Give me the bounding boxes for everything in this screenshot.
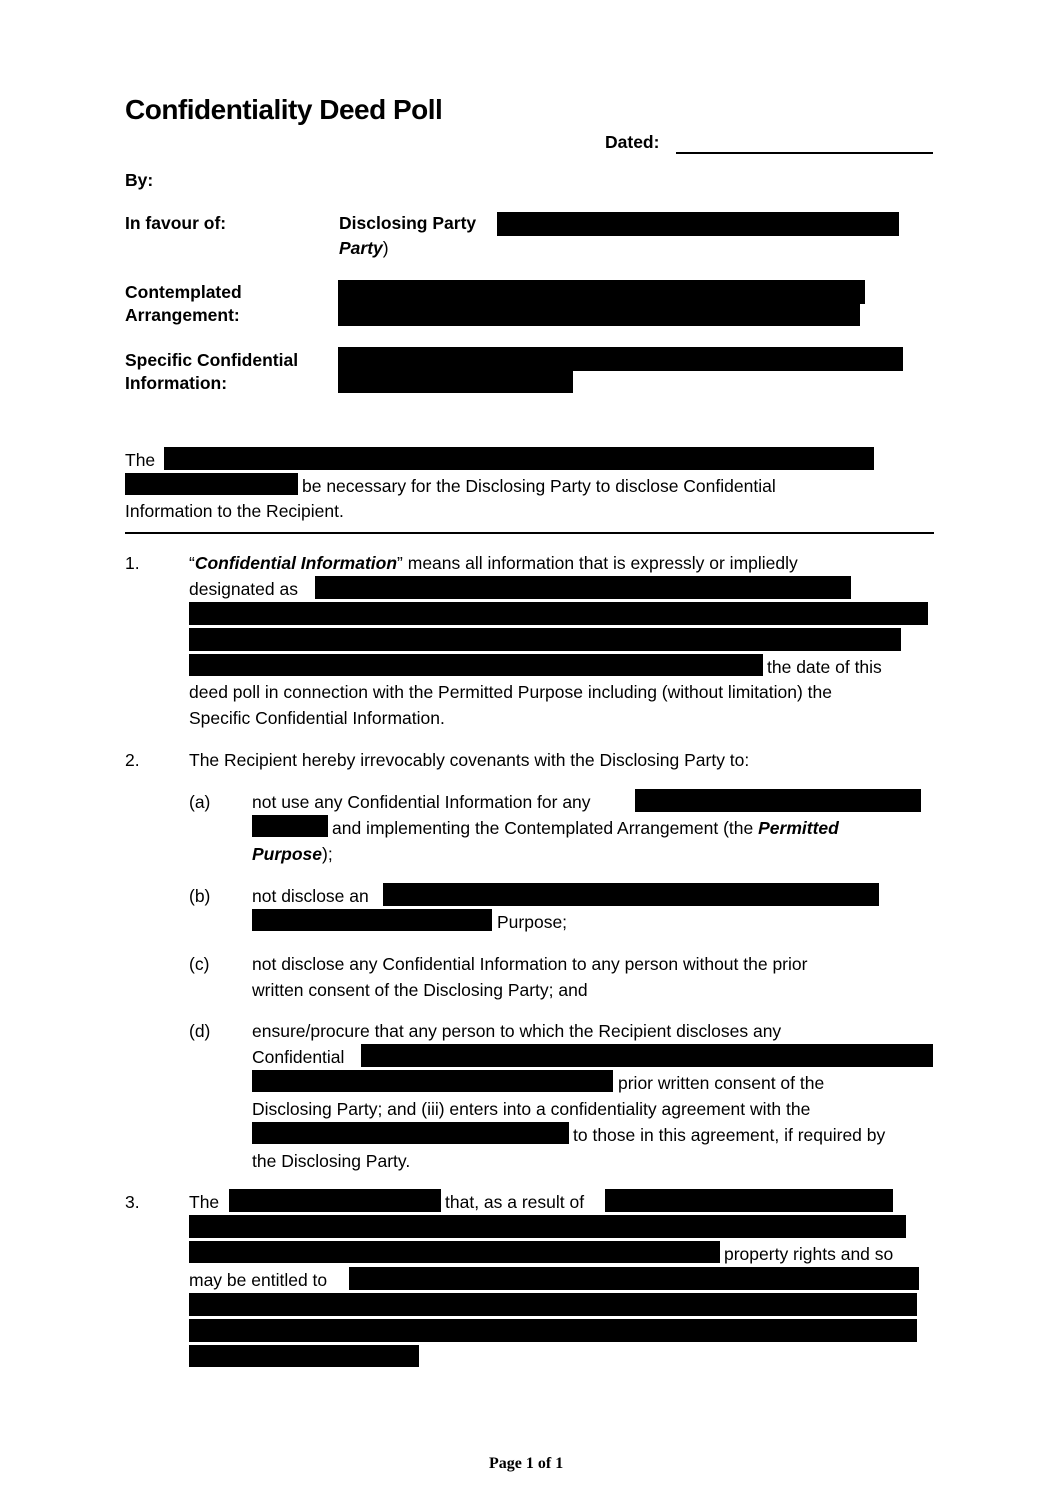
item-a-line-3: [252, 844, 333, 865]
item-d-line-3: prior written consent of the: [618, 1073, 825, 1093]
contemplated-label-1: Contemplated: [125, 282, 242, 302]
item-b-label: (b): [189, 886, 211, 906]
recital-line-3: Information to the Recipient.: [125, 501, 344, 521]
redaction-block: [383, 883, 879, 906]
recital-line-2: be necessary for the Disclosing Party to disclose Confidential: [302, 476, 776, 496]
clause-2-number: 2.: [125, 750, 140, 770]
redaction-block: [349, 1267, 919, 1290]
clause-1-line-5: the date of this: [767, 657, 882, 677]
redaction-block: [497, 212, 899, 236]
open-quote: “: [189, 553, 195, 573]
clause-1-line-2: designated as: [189, 579, 298, 599]
specific-label-1: Specific Confidential: [125, 350, 299, 370]
specific-label-2: Information:: [125, 373, 228, 393]
clause-3-mid: that, as a result of: [445, 1192, 585, 1212]
item-b-line-2: Purpose;: [497, 912, 568, 932]
redaction-block: [338, 303, 860, 326]
recital-the: The: [125, 450, 156, 470]
redaction-block: [635, 789, 921, 812]
redaction-block: [189, 602, 928, 625]
clause-2-text: The Recipient hereby irrevocably covenants with the Disclosing Party to:: [189, 750, 750, 770]
redaction-block: [189, 1319, 917, 1342]
item-a-label: (a): [189, 792, 211, 812]
section-divider: [125, 532, 934, 534]
redaction-block: [338, 347, 903, 371]
redaction-block: [338, 370, 573, 393]
redaction-block: [605, 1189, 893, 1212]
redaction-block: [338, 280, 865, 304]
item-c-line-2: written consent of the Disclosing Party; and: [252, 980, 588, 1000]
in-favour-label: In favour of:: [125, 213, 227, 233]
item-d-line-6: the Disclosing Party.: [252, 1151, 411, 1171]
clause-1-line-1-rest: ” means all information that is expressly or impliedly: [397, 553, 798, 573]
redaction-block: [315, 576, 851, 599]
disclosing-party-text: Disclosing Party: [339, 213, 477, 233]
defined-term: Confidential Information: [194, 553, 398, 573]
clause-3-line-4: may be entitled to: [189, 1270, 328, 1290]
clause-3-the: The: [189, 1192, 220, 1212]
by-label: By:: [125, 170, 154, 190]
party-paren: ): [382, 238, 389, 258]
clause-1-line-6: deed poll in connection with the Permitted Purpose including (without limitation) the: [189, 682, 832, 702]
permitted-term: Permitted: [758, 818, 839, 838]
document-title: Confidentiality Deed Poll: [125, 94, 443, 125]
clause-3-line-3: property rights and so: [724, 1244, 894, 1264]
contemplated-label-2: Arrangement:: [125, 305, 240, 325]
redaction-block: [252, 815, 328, 837]
redaction-block: [252, 909, 492, 931]
redaction-block: [252, 1070, 613, 1092]
item-a-line-3-end: );: [322, 844, 333, 864]
redaction-block: [189, 654, 763, 676]
page-number: Page 1 of 1: [489, 1455, 564, 1472]
redaction-block: [252, 1122, 569, 1144]
redaction-block: [125, 473, 298, 495]
item-d-line-1: ensure/procure that any person to which the Recipient discloses any: [252, 1021, 782, 1041]
party-line: [339, 238, 389, 259]
redaction-block: [189, 1241, 720, 1263]
purpose-term: Purpose: [252, 844, 323, 864]
redaction-block: [229, 1189, 441, 1212]
clause-1-line-7: Specific Confidential Information.: [189, 708, 445, 728]
redaction-block: [361, 1044, 933, 1067]
dated-label: Dated:: [605, 132, 660, 152]
party-word: Party: [339, 238, 383, 258]
item-d-line-5: to those in this agreement, if required by: [573, 1125, 886, 1145]
item-a-line-2-text: and implementing the Contemplated Arrangement (the: [332, 818, 754, 838]
redaction-block: [189, 628, 901, 651]
clause-1-line-1: [189, 553, 798, 574]
clause-1-number: 1.: [125, 553, 140, 573]
item-b-line-1: not disclose an: [252, 886, 369, 906]
redaction-block: [189, 1215, 906, 1238]
dated-signature-line: [676, 152, 933, 154]
item-d-label: (d): [189, 1021, 211, 1041]
clause-3-number: 3.: [125, 1192, 140, 1212]
item-d-line-4: Disclosing Party; and (iii) enters into a confidentiality agreement with the: [252, 1099, 811, 1119]
item-a-line-1: not use any Confidential Information for any: [252, 792, 591, 812]
item-d-line-2: Confidential: [252, 1047, 345, 1067]
redaction-block: [189, 1345, 419, 1367]
redaction-block: [164, 447, 874, 470]
redaction-block: [189, 1293, 917, 1316]
item-c-line-1: not disclose any Confidential Information to any person without the prior: [252, 954, 808, 974]
item-a-line-2: [332, 818, 839, 839]
item-c-label: (c): [189, 954, 210, 974]
